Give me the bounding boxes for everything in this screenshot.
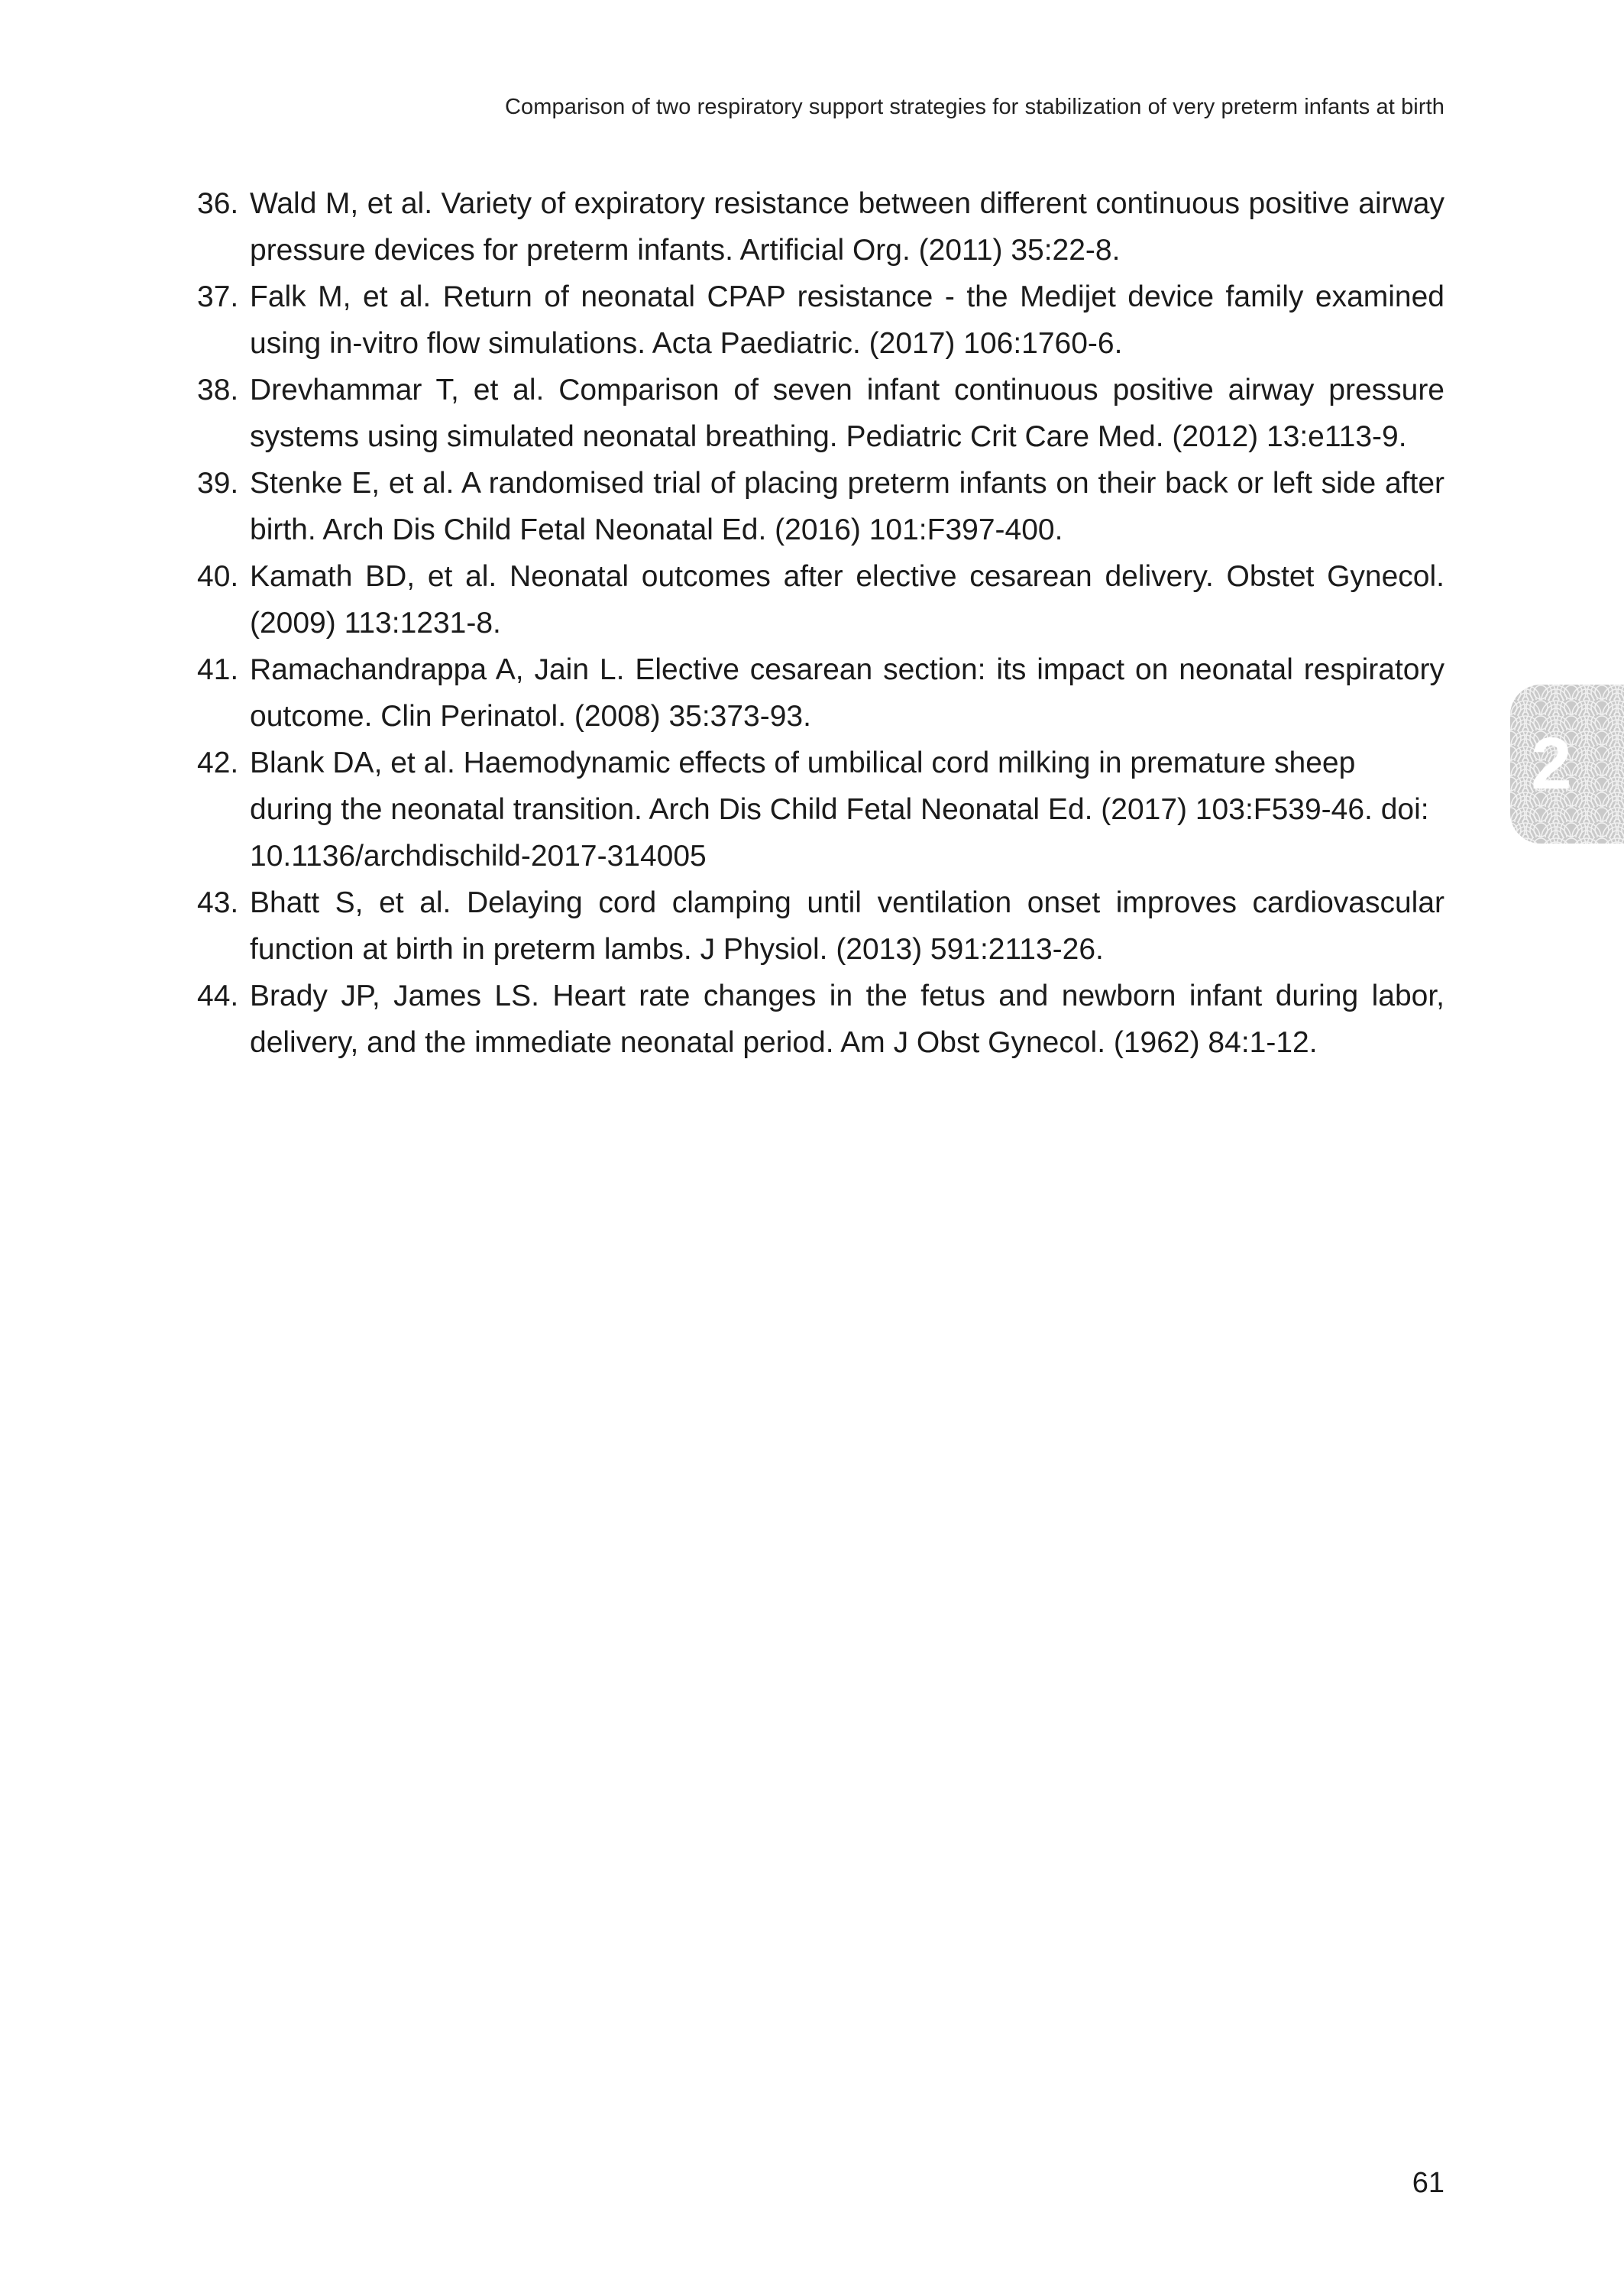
reference-number: 44.: [197, 980, 239, 1012]
reference-item: [197, 180, 1444, 274]
reference-number: 39.: [197, 467, 239, 500]
reference-text: Bhatt S, et al. Delaying cord clamping until ventilation onset improves cardiovascular function at birth in preterm lambs. J Physiol. (2013) 591:2113-26.: [250, 886, 1444, 966]
running-header: Comparison of two respiratory support strategies for stabilization of very preterm infants at birth: [504, 95, 1444, 119]
reference-number: 38.: [197, 374, 239, 406]
reference-number: 40.: [197, 560, 239, 593]
reference-text: Brady JP, James LS. Heart rate changes in the fetus and newborn infant during labor, delivery, and the immediate neonatal period. Am J Obst Gynecol. (1962) 84:1-12.: [250, 980, 1444, 1059]
chapter-number: 2: [1531, 723, 1572, 805]
reference-item: [197, 460, 1444, 553]
reference-item: [197, 274, 1444, 367]
reference-text: Stenke E, et al. A randomised trial of placing preterm infants on their back or left side after birth. Arch Dis Child Fetal Neonatal Ed. (2016) 101:F397-400.: [250, 467, 1444, 546]
reference-number: 42.: [197, 747, 239, 779]
reference-list: [197, 180, 1444, 1066]
reference-text: Kamath BD, et al. Neonatal outcomes after elective cesarean delivery. Obstet Gynecol. (2009) 113:1231-8.: [250, 560, 1444, 640]
reference-item: [197, 740, 1444, 879]
reference-item: [197, 367, 1444, 460]
reference-text: Falk M, et al. Return of neonatal CPAP resistance - the Medijet device family examined using in-vitro flow simulations. Acta Paediatric. (2017) 106:1760-6.: [250, 280, 1444, 360]
reference-number: 43.: [197, 886, 239, 919]
reference-number: 37.: [197, 280, 239, 313]
reference-item: [197, 553, 1444, 646]
reference-number: 36.: [197, 187, 239, 220]
reference-text: Drevhammar T, et al. Comparison of seven infant continuous positive airway pressure systems using simulated neonatal breathing. Pediatric Crit Care Med. (2012) 13:e113-9.: [250, 374, 1444, 453]
reference-text: Wald M, et al. Variety of expiratory resistance between different continuous positive airway pressure devices for preterm infants. Artificial Org. (2011) 35:22-8.: [250, 187, 1444, 267]
chapter-tab: [1510, 685, 1624, 844]
reference-text: Ramachandrappa A, Jain L. Elective cesarean section: its impact on neonatal respiratory outcome. Clin Perinatol. (2008) 35:373-93.: [250, 653, 1444, 733]
reference-number: 41.: [197, 653, 239, 686]
reference-item: [197, 879, 1444, 973]
reference-item: [197, 646, 1444, 740]
reference-text: Blank DA, et al. Haemodynamic effects of umbilical cord milking in premature sheep during the neonatal transition. Arch Dis Child Fetal Neonatal Ed. (2017) 103:F539-46. doi: 10.1136/archdischild-2017-314005: [250, 747, 1429, 873]
page-number: 61: [1412, 2167, 1444, 2199]
reference-item: [197, 973, 1444, 1066]
